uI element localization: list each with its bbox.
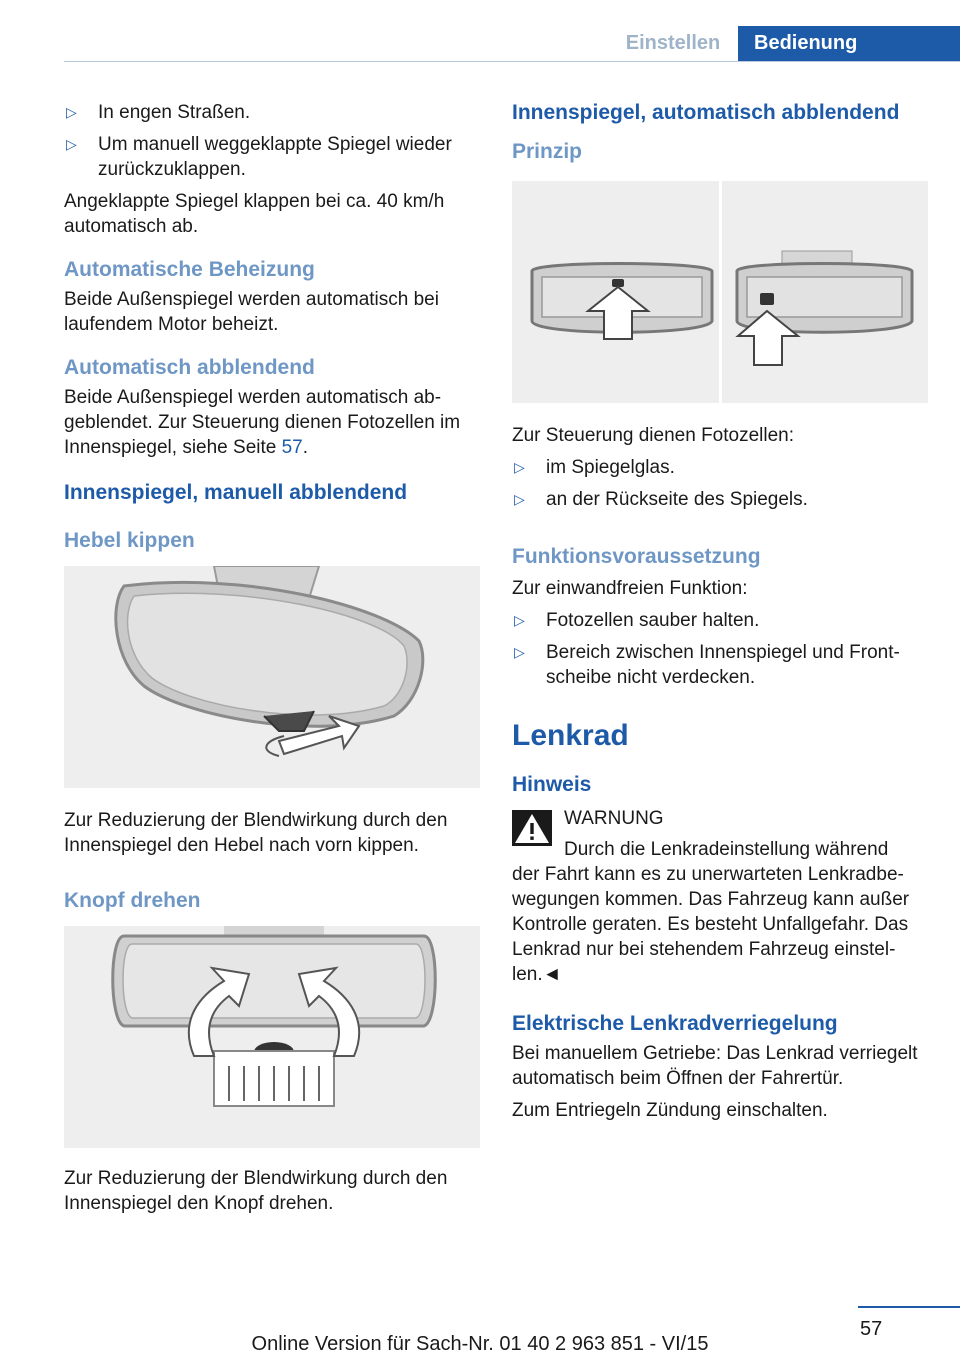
manual-dimming-title: Innenspiegel, manuell abblendend [64,481,408,504]
lever-mirror-figure [64,566,480,788]
list-item: ▷ an der Rückseite des Spiegels. [514,489,808,510]
requirement-text: Zur einwandfreien Funktion: [512,578,748,599]
warning-text-first: Durch die Lenkradeinstellung während [564,839,889,860]
tab-bedienung[interactable]: Bedienung [738,26,960,62]
dimming-title: Automatisch abblendend [64,356,315,379]
tab-einstellen[interactable]: Einstellen [625,32,721,54]
list-item: ▷ Fotozellen sauber halten. [514,610,760,631]
fold-text: Angeklappte Spiegel klappen bei ca. 40 km/h automatisch ab. [64,191,445,237]
lever-caption: Zur Reduzierung der Blendwirkung durch den Innenspiegel den Hebel nach vorn kippen. [64,810,448,856]
photocells-text: Zur Steuerung dienen Fotozellen: [512,425,795,446]
knob-mirror-figure [64,926,480,1148]
knob-caption: Zur Reduzierung der Blendwirkung durch den Innenspiegel den Knopf drehen. [64,1168,448,1214]
list-item: ▷ Um manuell weggeklappte Spiegel wieder zurückzuklappen. [66,134,452,180]
warning-text: der Fahrt kann es zu unerwarteten Lenkradbewegungen kommen. Das Fahrzeug kann außer Kontrolle geraten. Es besteht Unfallgefahr. Das Lenkrad nur bei stehendem Fahrzeug einstellen.◄ [512,864,910,985]
principle-title: Prinzip [512,140,583,163]
knob-title: Knopf drehen [64,889,201,912]
lever-mirror-illustration [64,566,480,788]
lock-title: Elektrische Lenkradverriegelung [512,1012,838,1035]
bullet-triangle-icon: ▷ [66,104,77,120]
warning-label: WARNUNG [564,808,664,829]
warning-triangle-icon [512,810,552,846]
bullet-triangle-icon: ▷ [514,644,525,660]
header-divider [64,61,960,62]
page-header [0,26,960,62]
left-column [64,100,482,1223]
page-number: 57 [860,1318,883,1340]
lever-title: Hebel kippen [64,529,195,552]
unlock-text: Zum Entriegeln Zündung einschalten. [512,1100,828,1121]
heating-title: Automatische Beheizung [64,258,315,281]
list-item: ▷ im Spiegelglas. [514,457,675,478]
photocell-illustration [512,181,928,403]
bullet-triangle-icon: ▷ [514,491,525,507]
auto-dimming-title: Innenspiegel, automatisch abblendend [512,101,900,124]
bullet-triangle-icon: ▷ [66,136,77,152]
hint-title: Hinweis [512,773,592,796]
page-link[interactable]: 57 [281,437,303,458]
heating-text: Beide Außenspiegel werden automatisch bei laufendem Motor beheizt. [64,289,439,335]
photocell-figure [512,181,928,403]
right-column [512,100,932,1130]
footer-version: Online Version für Sach-Nr. 01 40 2 963 851 - VI/15 [251,1333,709,1355]
requirement-title: Funktionsvoraussetzung [512,545,761,568]
bullet-triangle-icon: ▷ [514,459,525,475]
list-item: ▷ In engen Straßen. [66,102,251,123]
footer-divider [858,1306,960,1308]
warning-block [512,806,932,987]
dimming-text: Beide Außenspiegel werden automatisch abgeblendet. Zur Steuerung dienen Fotozellen im Innenspiegel, siehe Seite 57. [64,387,461,458]
steering-title: Lenkrad [512,719,629,752]
bullet-triangle-icon: ▷ [514,612,525,628]
list-item: ▷ Bereich zwischen Innenspiegel und Frontscheibe nicht verdecken. [514,642,900,688]
knob-mirror-illustration [64,926,480,1148]
lock-text: Bei manuellem Getriebe: Das Lenkrad verriegelt automatisch beim Öffnen der Fahrertür. [512,1043,918,1089]
